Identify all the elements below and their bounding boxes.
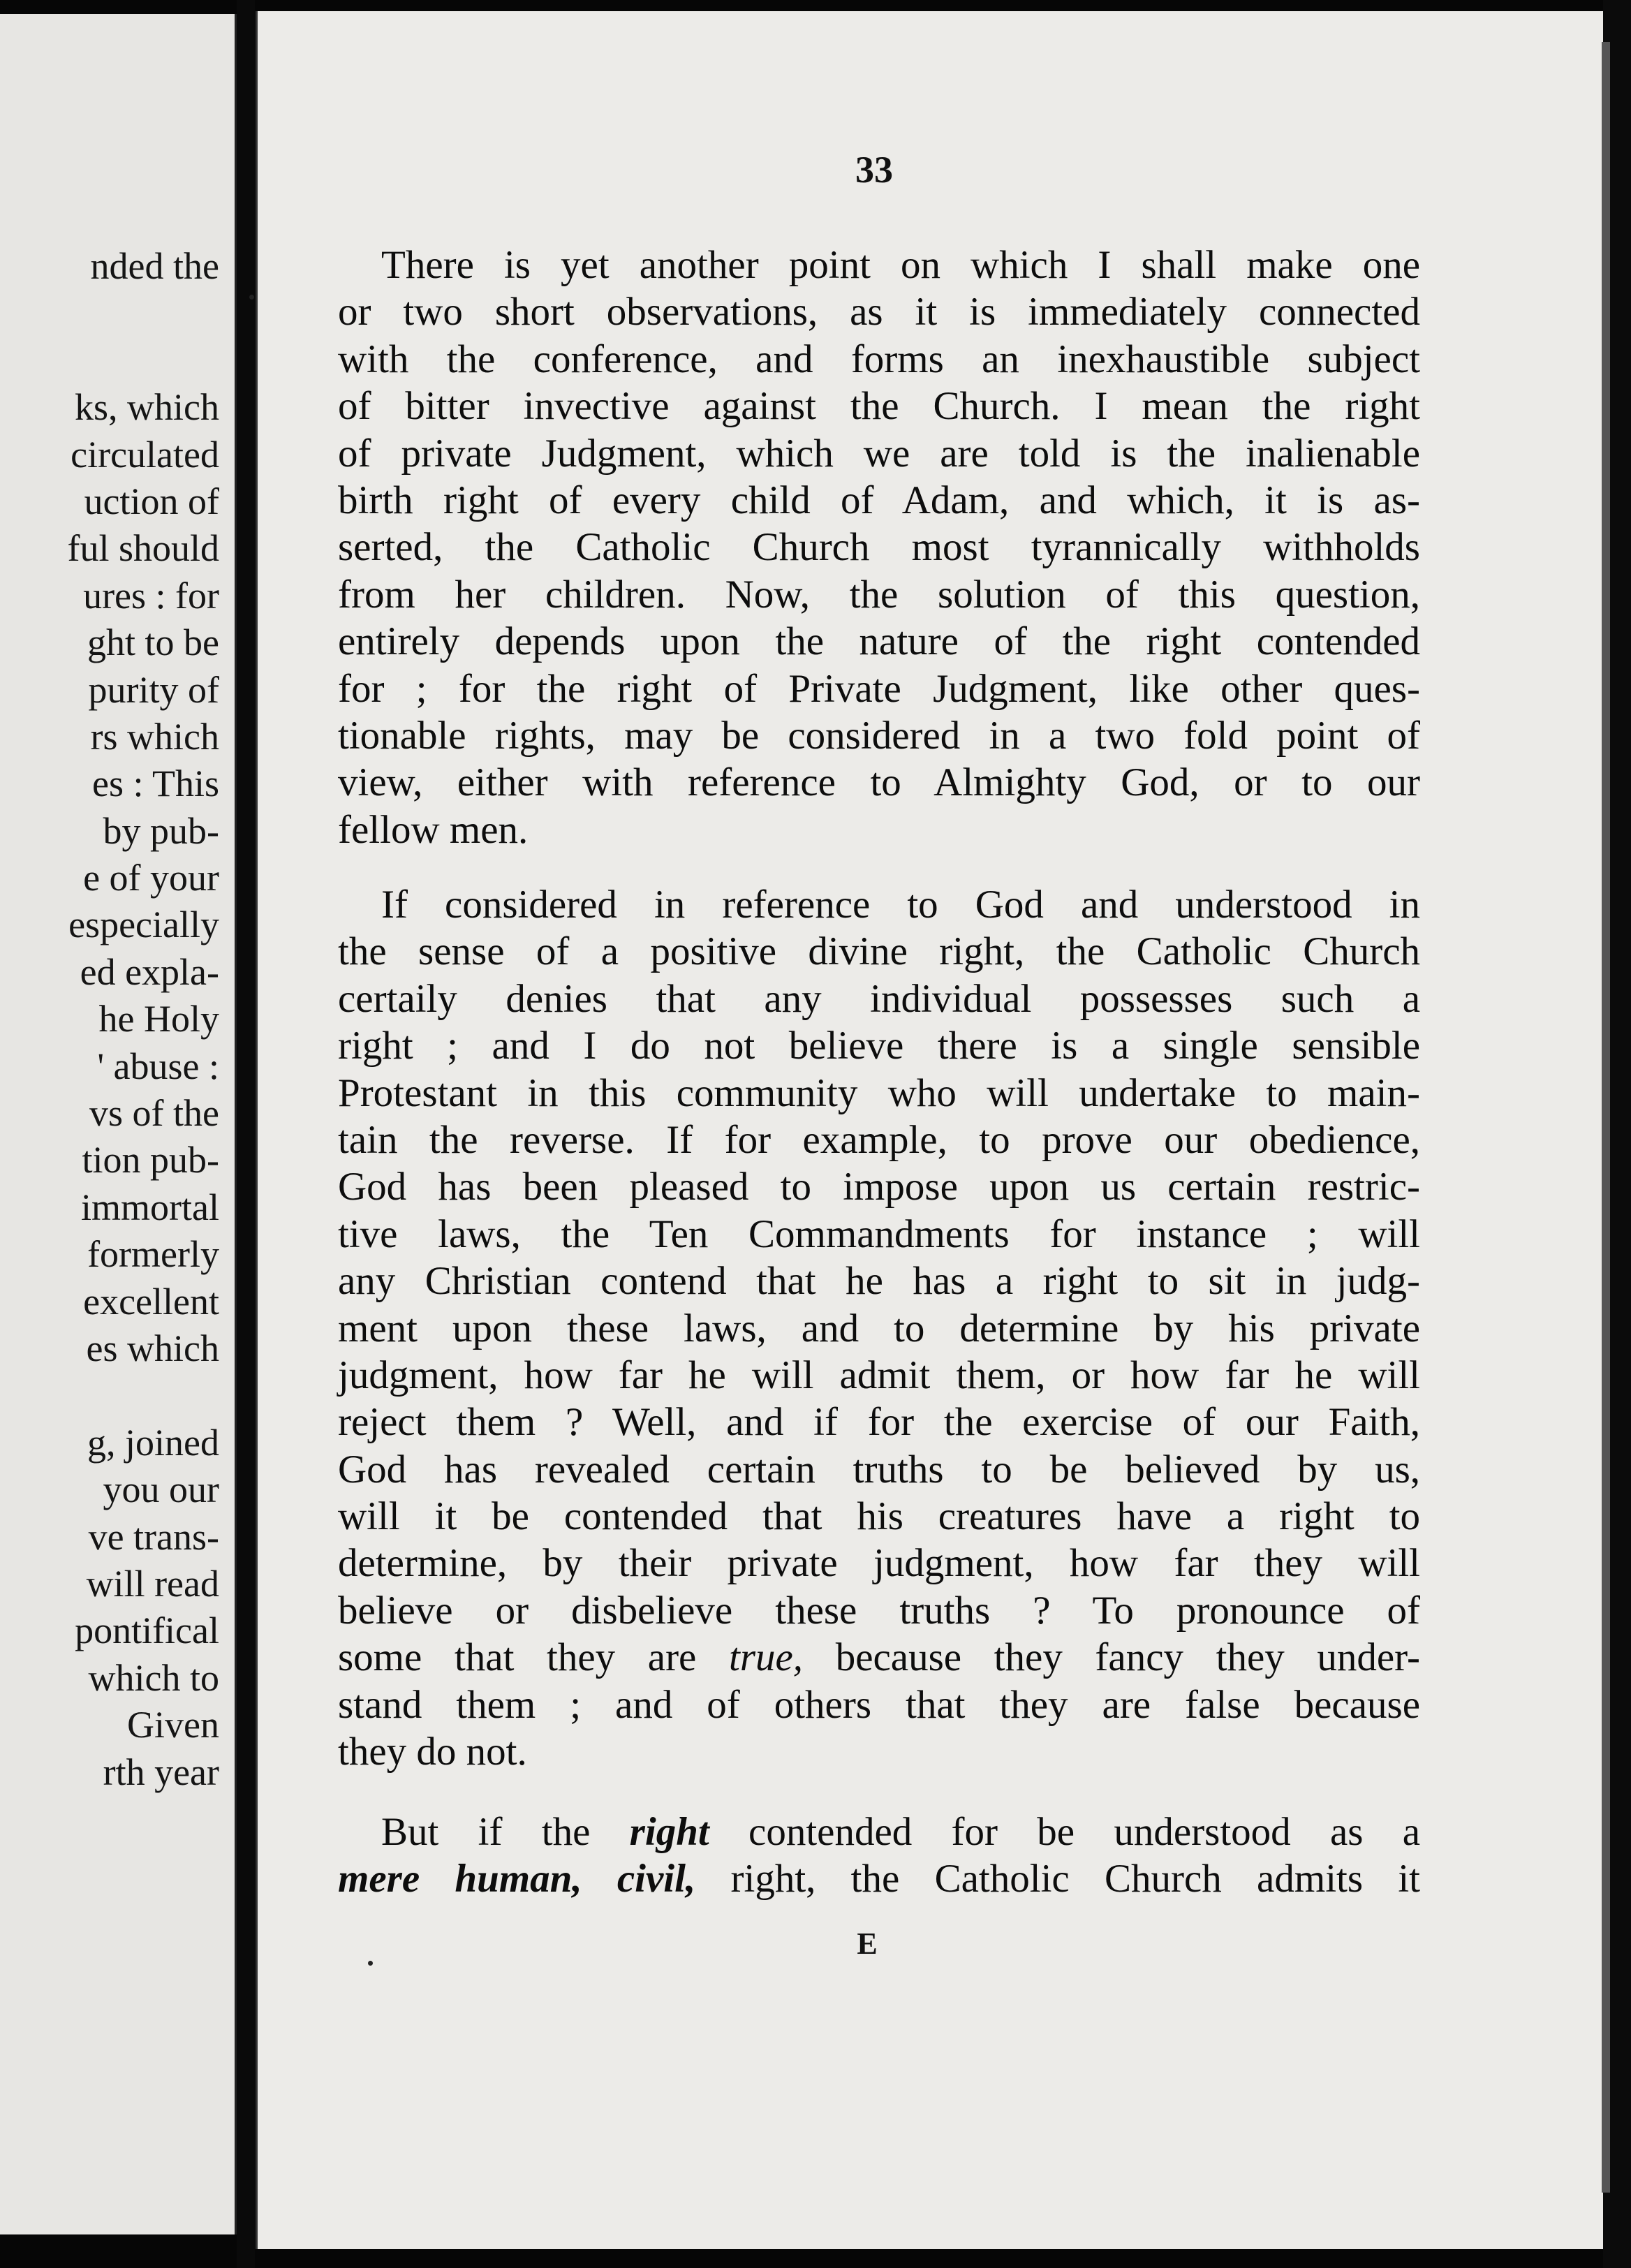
text-line: ment upon these laws, and to determine by his private xyxy=(338,1306,1420,1350)
previous-page-line: es which xyxy=(86,1327,219,1369)
previous-page-line: rth year xyxy=(103,1751,219,1793)
text-line: tive laws, the Ten Commandments for instance ; will xyxy=(338,1212,1420,1256)
text-line: tain the reverse. If for example, to prove our obedience, xyxy=(338,1117,1420,1162)
text-line: serted, the Catholic Church most tyrannically withholds xyxy=(338,525,1420,570)
previous-page-line: nded the xyxy=(90,245,219,287)
text-line: right ; and I do not believe there is a single sensible xyxy=(338,1024,1420,1068)
previous-page-line: excellent xyxy=(83,1280,219,1323)
text-line: fellow men. xyxy=(338,807,529,852)
previous-page-line: which to xyxy=(88,1656,219,1699)
previous-page-line: g, joined xyxy=(87,1421,219,1464)
emphasis-right: right xyxy=(629,1810,709,1854)
previous-page-line: will read xyxy=(86,1562,219,1605)
page-number: 33 xyxy=(855,149,893,191)
text-line: the sense of a positive divine right, the Catholic Church xyxy=(338,929,1420,974)
text-line: There is yet another point on which I shall make one xyxy=(381,243,1420,287)
page-right-edge xyxy=(1602,42,1610,2193)
previous-page-edge xyxy=(0,14,237,2234)
printer-signature-mark: E xyxy=(857,1927,878,1961)
previous-page-line: especially xyxy=(68,904,219,946)
previous-page-line: e of your xyxy=(83,857,219,899)
previous-page-line: by pub- xyxy=(103,809,219,852)
previous-page-line: immortal xyxy=(81,1186,219,1228)
text-line: with the conference, and forms an inexhaustible subject xyxy=(338,337,1420,381)
text-line: tionable rights, may be considered in a two fold point of xyxy=(338,713,1420,758)
text-line: any Christian contend that he has a right to sit in judg- xyxy=(338,1259,1420,1304)
previous-page-line: ks, which xyxy=(75,386,219,429)
previous-page-line: you our xyxy=(103,1468,219,1511)
text-line: judgment, how far he will admit them, or how far he will xyxy=(338,1353,1420,1397)
previous-page-line: formerly xyxy=(87,1233,219,1276)
previous-page-line: ures : for xyxy=(83,574,219,617)
text-line: they do not. xyxy=(338,1730,527,1774)
previous-page-line: ght to be xyxy=(87,621,219,664)
text-line: of bitter invective against the Church. I mean the right xyxy=(338,384,1420,429)
paragraph-right-of-private-judgment xyxy=(338,242,1420,853)
previous-page-line: purity of xyxy=(88,668,219,711)
previous-page-line xyxy=(0,337,219,384)
previous-page-line xyxy=(0,1372,219,1419)
previous-page-line: ve trans- xyxy=(88,1515,219,1558)
text-line: certaily denies that any individual possesses such a xyxy=(338,976,1420,1021)
text-line: of private Judgment, which we are told is the inalienable xyxy=(338,431,1420,476)
previous-page-line: vs of the xyxy=(89,1092,219,1135)
text-line: from her children. Now, the solution of this question, xyxy=(338,572,1420,617)
previous-page-line: ed expla- xyxy=(80,950,219,993)
previous-page-line: circulated xyxy=(71,433,219,476)
text-line: reject them ? Well, and if for the exercise of our Faith, xyxy=(338,1400,1420,1445)
previous-page-line: es : This xyxy=(91,763,219,805)
previous-page-line: pontifical xyxy=(75,1610,219,1652)
text-line: for ; for the right of Private Judgment, like other ques- xyxy=(338,666,1420,711)
emphasis-true: true, xyxy=(728,1635,804,1680)
text-line: But if the right contended for be understood as a xyxy=(381,1810,1421,1854)
text-line: mere human, civil, right, the Catholic Church admits it xyxy=(338,1857,1420,1901)
previous-page-line: uction of xyxy=(84,480,219,522)
text-line: God has been pleased to impose upon us certain restric- xyxy=(338,1165,1420,1209)
paragraph-civil-right xyxy=(338,1809,1420,1903)
previous-page-text-fragments xyxy=(0,243,219,1796)
text-line: believe or disbelieve these truths ? To pronounce of xyxy=(338,1588,1420,1633)
previous-page-line: rs which xyxy=(90,715,219,758)
text-line: or two short observations, as it is immediately connected xyxy=(338,290,1420,334)
speck xyxy=(368,1961,373,1966)
text-line: If considered in reference to God and understood in xyxy=(381,883,1420,927)
text-line: entirely depends upon the nature of the right contended xyxy=(338,619,1420,664)
text-line: birth right of every child of Adam, and which, it is as- xyxy=(338,478,1420,522)
previous-page-line: ful should xyxy=(67,527,219,570)
text-line: stand them ; and of others that they are false because xyxy=(338,1682,1420,1727)
speck xyxy=(249,295,254,300)
text-line: Protestant in this community who will undertake to main- xyxy=(338,1070,1420,1115)
emphasis-mere-human-civil: mere human, civil, xyxy=(338,1857,696,1901)
text-line: God has revealed certain truths to be believed by us, xyxy=(338,1447,1420,1492)
page-gutter xyxy=(237,0,255,2268)
text-line: will it be contended that his creatures have a right to xyxy=(338,1494,1420,1539)
paragraph-divine-right xyxy=(338,881,1420,1775)
previous-page-line: he Holy xyxy=(98,998,219,1040)
text-line: view, either with reference to Almighty God, or to our xyxy=(338,760,1420,805)
text-line: determine, by their private judgment, how far they will xyxy=(338,1541,1420,1586)
previous-page-line: ' abuse : xyxy=(97,1045,219,1087)
previous-page-line xyxy=(0,290,219,337)
previous-page-line: tion pub- xyxy=(82,1139,219,1181)
previous-page-line: Given xyxy=(127,1704,219,1746)
text-line: some that they are true, because they fancy they under- xyxy=(338,1635,1421,1680)
